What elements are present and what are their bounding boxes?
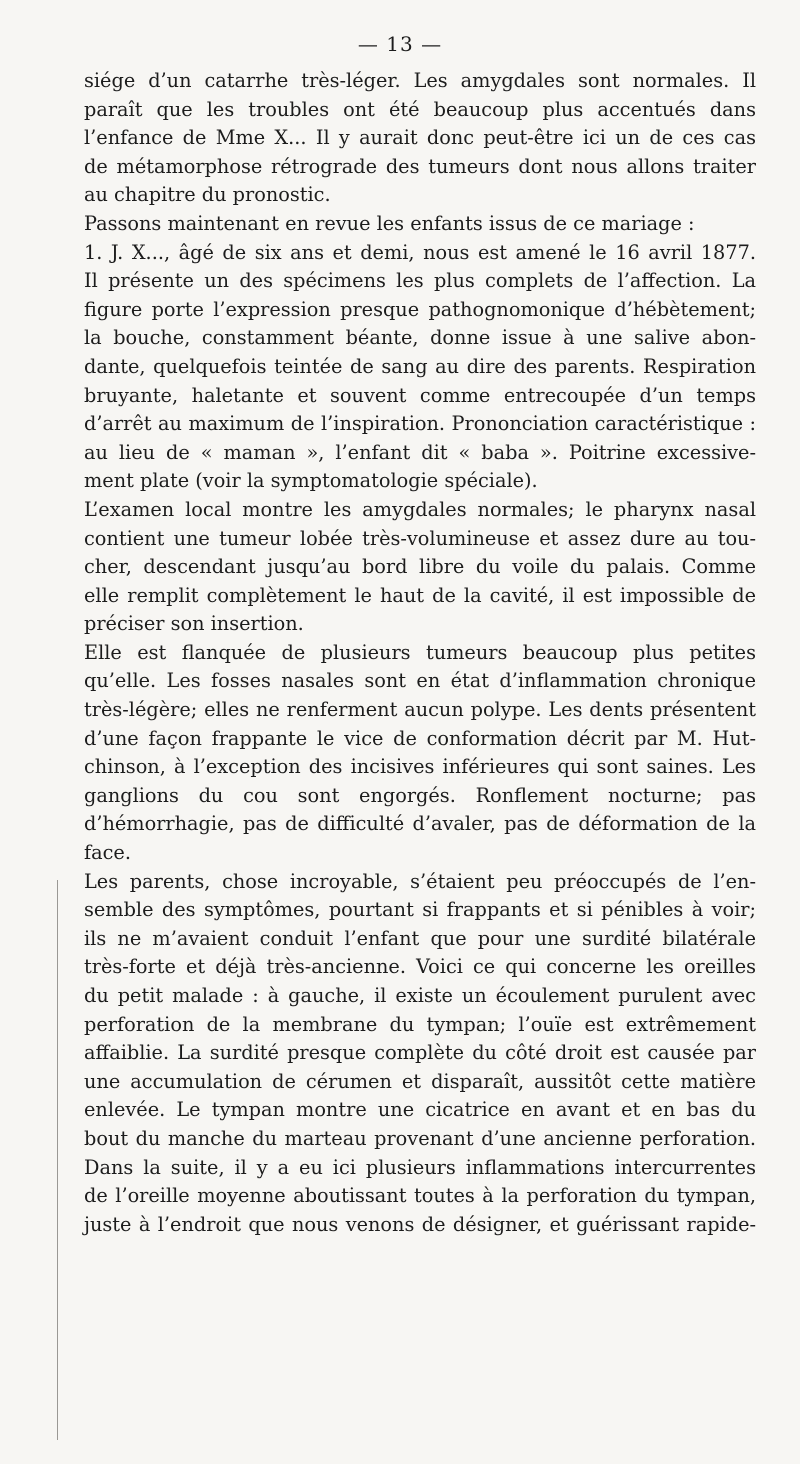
margin-edge-line — [57, 880, 58, 1440]
text-line: ment plate (voir la symptomatologie spéciale). — [84, 469, 538, 493]
text-line: de l’oreille moyenne aboutissant toutes à la perforation du tympan, — [84, 1184, 756, 1208]
text-line: très-forte et déjà très-ancienne. Voici ce qui concerne les oreilles — [84, 955, 756, 979]
text-line: qu’elle. Les fosses nasales sont en état d’inflammation chronique — [84, 669, 756, 693]
text-line: préciser son insertion. — [84, 612, 304, 636]
text-line: contient une tumeur lobée très-volumineuse et assez dure au tou- — [84, 526, 756, 550]
text-line: d’arrêt au maximum de l’inspiration. Prononciation caractéristique : — [84, 412, 756, 436]
text-line: d’hémorrhagie, pas de difficulté d’avaler, pas de déformation de la — [84, 812, 756, 836]
text-line: une accumulation de cérumen et disparaît, aussitôt cette matière — [84, 1069, 756, 1093]
text-line: bout du manche du marteau provenant d’une ancienne perforation. — [84, 1126, 756, 1150]
text-line: perforation de la membrane du tympan; l’ouïe est extrêmement — [84, 1012, 756, 1036]
text-line: très-légère; elles ne renferment aucun polype. Les dents présentent — [84, 698, 756, 722]
text-line: la bouche, constamment béante, donne issue à une salive abon- — [84, 326, 756, 350]
text-line: dante, quelquefois teintée de sang au dire des parents. Respiration — [84, 354, 756, 378]
text-line: au chapitre du pronostic. — [84, 183, 331, 207]
text-line: Il présente un des spécimens les plus complets de l’affection. La — [84, 269, 756, 293]
text-line: du petit malade : à gauche, il existe un écoulement purulent avec — [84, 984, 756, 1007]
text-line: elle remplit complètement le haut de la cavité, il est impossible de — [84, 583, 756, 607]
text-line: cher, descendant jusqu’au bord libre du voile du palais. Comme — [84, 555, 756, 579]
text-line: enlevée. Le tympan montre une cicatrice en avant et en bas du — [84, 1098, 756, 1122]
text-line: de métamorphose rétrograde des tumeurs dont nous allons traiter — [84, 154, 756, 178]
text-line: d’une façon frappante le vice de conformation décrit par M. Hut- — [84, 726, 756, 750]
text-line: Elle est flanquée de plusieurs tumeurs beaucoup plus petites — [84, 640, 756, 664]
body-text — [84, 67, 756, 1239]
text-line: l’enfance de Mme X... Il y aurait donc peut-être ici un de ces cas — [84, 126, 756, 150]
text-line: ganglions du cou sont engorgés. Ronflement nocturne; pas — [84, 783, 756, 807]
text-line: 1. J. X..., âgé de six ans et demi, nous est amené le 16 avril 1877. — [84, 240, 756, 264]
text-line: semble des symptômes, pourtant si frappants et si pénibles à voir; — [84, 898, 756, 922]
text-line: Passons maintenant en revue les enfants issus de ce mariage : — [84, 211, 695, 235]
text-line: bruyante, haletante et souvent comme entrecoupée d’un temps — [84, 383, 756, 407]
text-line: Les parents, chose incroyable, s’étaient peu préoccupés de l’en- — [84, 869, 756, 893]
text-line: figure porte l’expression presque pathognomonique d’hébètement; — [84, 297, 756, 321]
text-line: paraît que les troubles ont été beaucoup plus accentués dans — [84, 97, 756, 121]
text-line: au lieu de « maman », l’enfant dit « baba ». Poitrine excessive- — [84, 440, 756, 464]
text-line: chinson, à l’exception des incisives inférieures qui sont saines. Les — [84, 755, 756, 779]
text-line: face. — [84, 841, 131, 865]
text-line: siége d’un catarrhe très-léger. Les amygdales sont normales. Il — [84, 69, 756, 92]
text-line: Dans la suite, il y a eu ici plusieurs inflammations intercurrentes — [84, 1155, 756, 1179]
text-line: L’examen local montre les amygdales normales; le pharynx nasal — [84, 497, 756, 521]
page-number: — 13 — — [357, 32, 443, 56]
text-line: affaiblie. La surdité presque complète du côté droit est causée par — [84, 1041, 756, 1065]
text-line: juste à l’endroit que nous venons de désigner, et guérissant rapide- — [84, 1212, 756, 1236]
text-line: ils ne m’avaient conduit l’enfant que pour une surdité bilatérale — [84, 926, 756, 950]
